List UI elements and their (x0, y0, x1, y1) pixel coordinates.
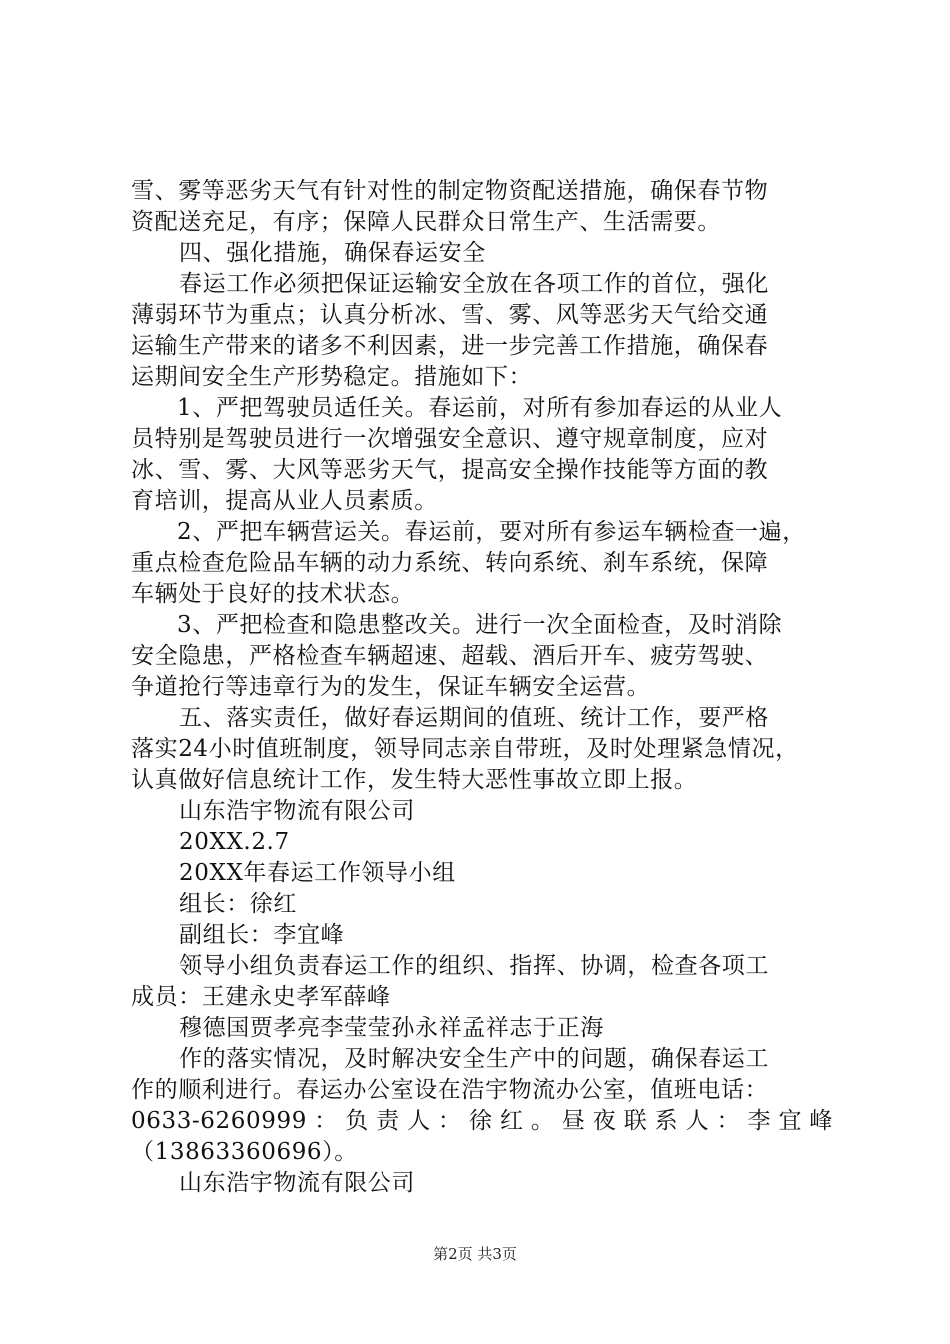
text-line: 作的顺利进行。春运办公室设在浩宇物流办公室，值班电话： (131, 1077, 769, 1103)
text-line: 运期间安全生产形势稳定。措施如下： (131, 364, 533, 390)
company-name: 山东浩宇物流有限公司 (179, 798, 415, 824)
text-line: 1、严把驾驶员适任关。春运前，对所有参加春运的从业人 (177, 395, 783, 421)
text-line: 员特别是驾驶员进行一次增强安全意识、遵守规章制度，应对 (131, 426, 769, 452)
text-line: 车辆处于良好的技术状态。 (131, 581, 415, 607)
text-line: 2、严把车辆营运关。春运前，要对所有参运车辆检查一遍， (177, 519, 806, 545)
text-line: 资配送充足，有序；保障人民群众日常生产、生活需要。 (131, 209, 721, 235)
group-deputy-leader: 副组长：李宜峰 (179, 922, 345, 948)
group-title: 20XX年春运工作领导小组 (179, 860, 456, 886)
text-line: 领导小组负责春运工作的组织、指挥、协调，检查各项工 (179, 953, 769, 979)
page-indicator: 第2页 共3页 (433, 1245, 517, 1263)
text-line: 薄弱环节为重点；认真分析冰、雪、雾、风等恶劣天气给交通 (131, 302, 769, 328)
text-line: 认真做好信息统计工作，发生特大恶性事故立即上报。 (131, 767, 698, 793)
text-line: 运输生产带来的诸多不利因素，进一步完善工作措施，确保春 (131, 333, 769, 359)
text-line: 雪、雾等恶劣天气有针对性的制定物资配送措施，确保春节物 (131, 178, 769, 204)
text-line: 冰、雪、雾、大风等恶劣天气，提高安全操作技能等方面的教 (131, 457, 769, 483)
text-line: 育培训，提高从业人员素质。 (131, 488, 438, 514)
group-members: 穆德国贾孝亮李莹莹孙永祥孟祥志于正海 (179, 1015, 604, 1041)
text-line: 春运工作必须把保证运输安全放在各项工作的首位，强化 (179, 271, 769, 297)
contact-phone: （13863360696）。 (131, 1139, 358, 1165)
text-line: 重点检查危险品车辆的动力系统、转向系统、刹车系统，保障 (131, 550, 769, 576)
text-line: 作的落实情况，及时解决安全生产中的问题，确保春运工 (179, 1046, 769, 1072)
text-line: 争道抢行等违章行为的发生，保证车辆安全运营。 (131, 674, 651, 700)
section-heading: 五、落实责任，做好春运期间的值班、统计工作，要严格 (179, 705, 769, 731)
text-line: 安全隐患，严格检查车辆超速、超载、酒后开车、疲劳驾驶、 (131, 643, 769, 669)
document-body (131, 176, 833, 1199)
group-leader: 组长：徐红 (179, 891, 297, 917)
section-heading: 四、强化措施，确保春运安全 (179, 240, 486, 266)
contact-line: 0633-6260999：负责人：徐红。昼夜联系人：李宜峰 (131, 1108, 833, 1134)
group-members: 成员：王建永史孝军薛峰 (131, 984, 391, 1010)
text-line: 3、严把检查和隐患整改关。进行一次全面检查，及时消除 (177, 612, 783, 638)
text-line: 落实24小时值班制度，领导同志亲自带班，及时处理紧急情况， (131, 736, 799, 762)
document-date: 20XX.2.7 (179, 829, 290, 855)
company-name: 山东浩宇物流有限公司 (179, 1170, 415, 1196)
